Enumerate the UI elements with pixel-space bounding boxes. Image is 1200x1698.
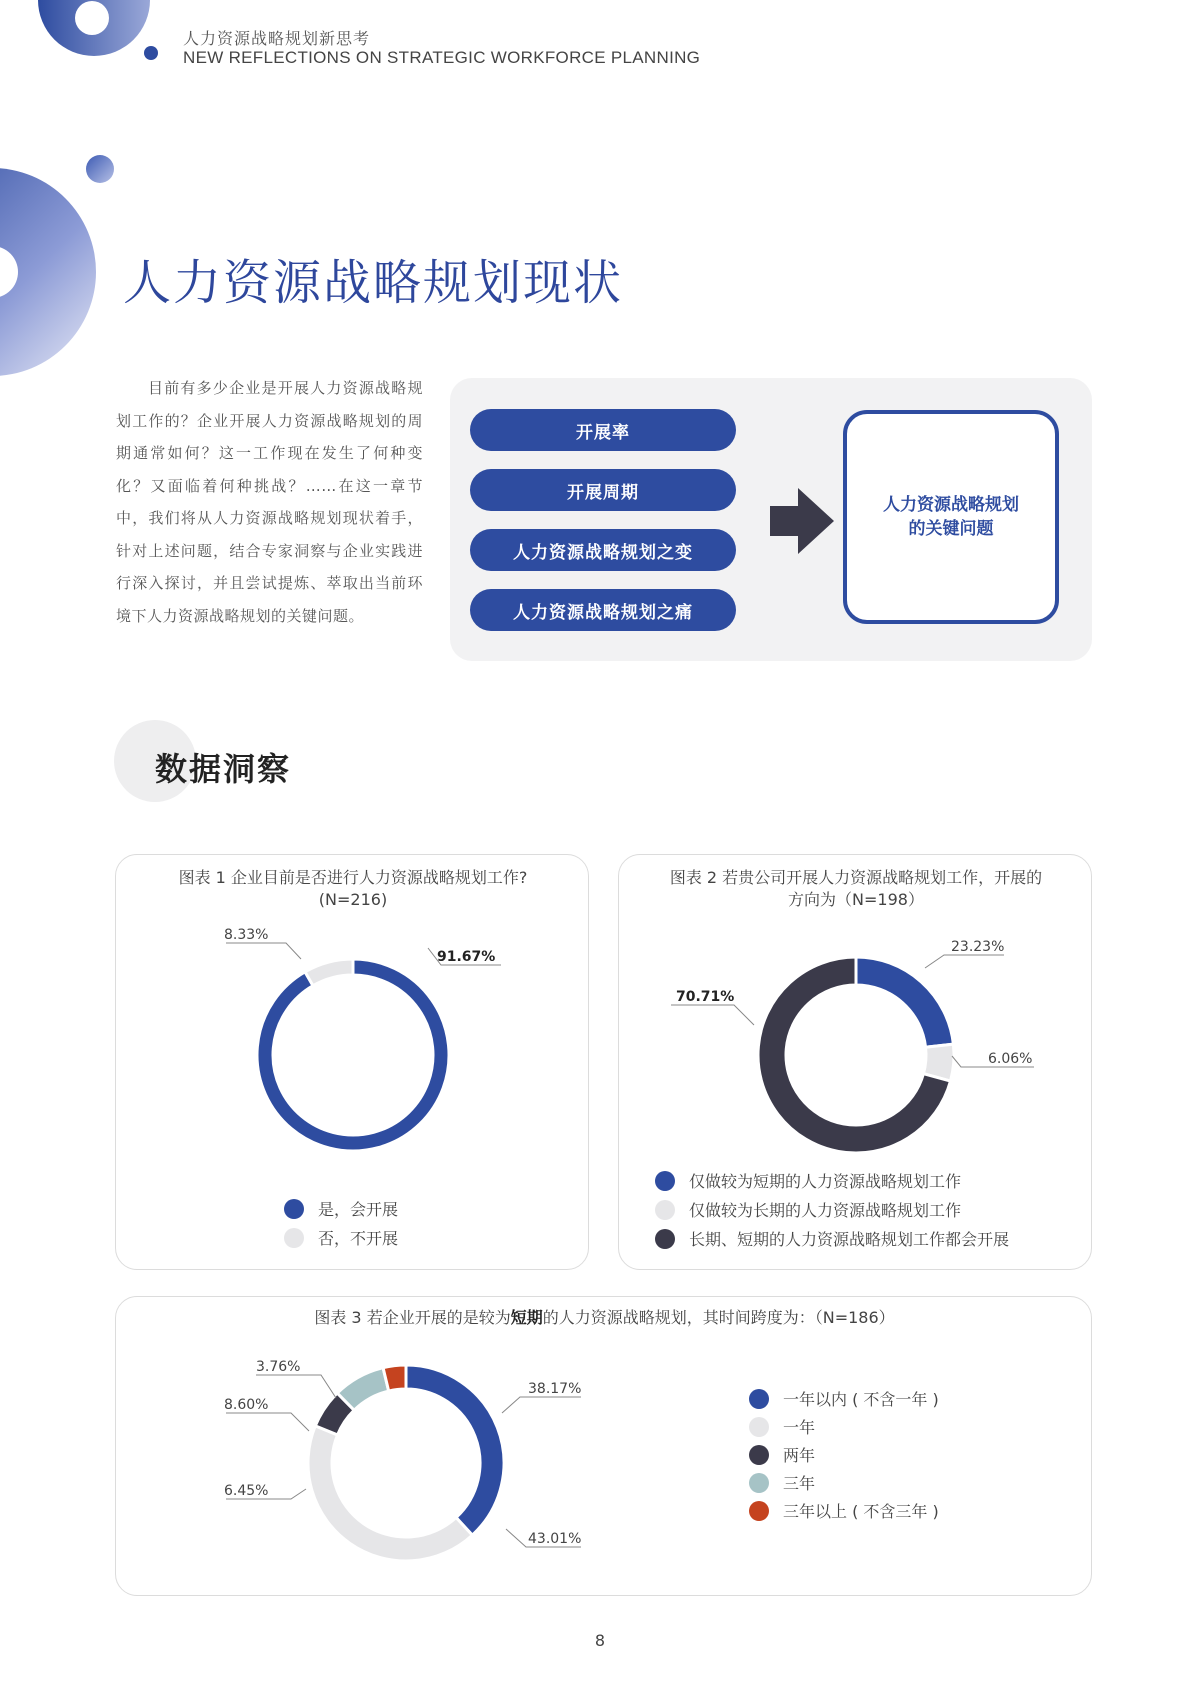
key-issues-box: [843, 410, 1059, 624]
chart1-title-line1: 图表 1 企业目前是否进行人力资源战略规划工作?: [178, 868, 528, 887]
chart3-legend-3: [749, 1471, 815, 1494]
header-title-cn: 人力资源战略规划新思考: [183, 29, 371, 48]
header-title-en: NEW REFLECTIONS ON STRATEGIC WORKFORCE PLANNING: [183, 48, 701, 67]
chart2-label-2: 70.71%: [676, 989, 735, 1005]
chart2-leader-2: [671, 1005, 754, 1025]
chart3-legend-2-label: 两年: [783, 1446, 816, 1465]
chart3-label-2: 6.45%: [224, 1483, 269, 1499]
chart3-label-0: 38.17%: [528, 1381, 582, 1397]
chart3-label-4: 3.76%: [256, 1359, 301, 1375]
arrow-right-icon: [770, 488, 834, 554]
flow-item-change: 人力资源战略规划之变: [470, 529, 736, 571]
flow-item-pain: 人力资源战略规划之痛: [470, 589, 736, 631]
chart1-legend-1-label: 否，不开展: [318, 1229, 399, 1248]
chart-card-1: [115, 854, 589, 1270]
chart1-title-line2: (N=216): [318, 890, 388, 909]
chart3-legend-0: [749, 1387, 939, 1410]
chart3-slice-1: [308, 1426, 472, 1561]
chart1-label-0: 91.67%: [437, 949, 496, 965]
chart3-label-1: 43.01%: [528, 1531, 582, 1547]
chart-card-2: [618, 854, 1092, 1270]
flow-item-rate: 开展率: [470, 409, 736, 451]
chart1-donut: [257, 959, 449, 1151]
chart1-slice-0: [257, 959, 449, 1151]
key-issues-line1: 人力资源战略规划: [883, 495, 1019, 515]
floating-dot: [86, 155, 114, 183]
chart3-legend-1-swatch: [749, 1417, 769, 1437]
chart3-legend-4-label: 三年以上 ( 不含三年 ): [783, 1502, 939, 1521]
chart3-legend-1-label: 一年: [783, 1418, 816, 1437]
chart2-legend-2: [655, 1227, 1009, 1250]
chart1-legend-0-swatch: [284, 1199, 304, 1219]
chart2-label-0: 23.23%: [951, 939, 1005, 955]
chart3-svg: [116, 1297, 1093, 1597]
chart1-slice-1: [305, 959, 353, 986]
chart2-legend-2-label: 长期、短期的人力资源战略规划工作都会开展: [689, 1230, 1010, 1249]
chart3-legend-0-swatch: [749, 1389, 769, 1409]
chart3-label-3: 8.60%: [224, 1397, 269, 1413]
chart2-leader-0: [925, 955, 1004, 968]
chart1-legend-1: [284, 1226, 398, 1249]
chart1-label-1: 8.33%: [224, 927, 269, 943]
chart3-legend-4-swatch: [749, 1501, 769, 1521]
chart3-legend-3-swatch: [749, 1473, 769, 1493]
chart3-legend-3-label: 三年: [783, 1474, 816, 1493]
chart3-leader-3: [226, 1413, 309, 1431]
intro-paragraph: 目前有多少企业是开展人力资源战略规划工作的？企业开展人力资源战略规划的周期通常如何？这一工作现在发生了何种变化？又面临着何种挑战？……在这一章节中，我们将从人力资源战略规划现状着手，针对上述问题，结合专家洞察与企业实践进行深入探讨，并且尝试提炼、萃取出当前环境下人力资源战略规划的关键问题。: [116, 379, 423, 625]
chart3-leader-0: [502, 1397, 581, 1413]
chart3-legend-1: [749, 1415, 815, 1438]
chart1-leader-1: [226, 943, 301, 959]
chart3-slice-4: [383, 1365, 406, 1391]
chart3-legend-2-swatch: [749, 1445, 769, 1465]
chart2-legend-1-label: 仅做较为长期的人力资源战略规划工作: [689, 1201, 962, 1220]
chart3-legend-0-label: 一年以内 ( 不含一年 ): [783, 1390, 939, 1409]
chart2-legend-0: [655, 1169, 961, 1192]
chart3-donut: [308, 1365, 504, 1561]
chart3-legend-2: [749, 1443, 815, 1466]
chart2-label-1: 6.06%: [988, 1051, 1033, 1067]
chart3-slice-0: [406, 1365, 504, 1535]
chart2-legend-0-swatch: [655, 1171, 675, 1191]
side-ring: [0, 168, 96, 376]
key-issues-line2: 的关键问题: [908, 519, 994, 539]
chart2-title-line1: 图表 2 若贵公司开展人力资源战略规划工作，开展的: [669, 868, 1043, 887]
chart3-title-prefix: 图表 3 若企业开展的是较为: [314, 1308, 511, 1327]
chart2-legend-0-label: 仅做较为短期的人力资源战略规划工作: [689, 1172, 962, 1191]
chart2-donut: [758, 957, 954, 1153]
flow-item-cycle: 开展周期: [470, 469, 736, 511]
chart2-legend-2-swatch: [655, 1229, 675, 1249]
header-dot: [144, 46, 158, 60]
chart3-leader-4: [256, 1375, 336, 1398]
chart1-legend-0: [284, 1197, 398, 1220]
chart2-slice-0: [856, 957, 953, 1047]
chart1-legend-1-swatch: [284, 1228, 304, 1248]
chart1-legend-0-label: 是，会开展: [318, 1200, 399, 1219]
section-title: 数据洞察: [155, 750, 292, 788]
chart3-legend-4: [749, 1499, 939, 1522]
chart2-title-line2: 方向为（N=198）: [788, 890, 924, 909]
chart3-title-bold: 短期: [510, 1308, 543, 1327]
header-logo-ring: [38, 0, 150, 56]
chart-card-3: [115, 1296, 1092, 1596]
page-number: 8: [594, 1631, 606, 1650]
chart3-title-suffix: 的人力资源战略规划，其时间跨度为：（N=186）: [542, 1308, 895, 1327]
page-title: 人力资源战略规划现状: [123, 255, 624, 311]
chart2-legend-1-swatch: [655, 1200, 675, 1220]
chart2-legend-1: [655, 1198, 961, 1221]
